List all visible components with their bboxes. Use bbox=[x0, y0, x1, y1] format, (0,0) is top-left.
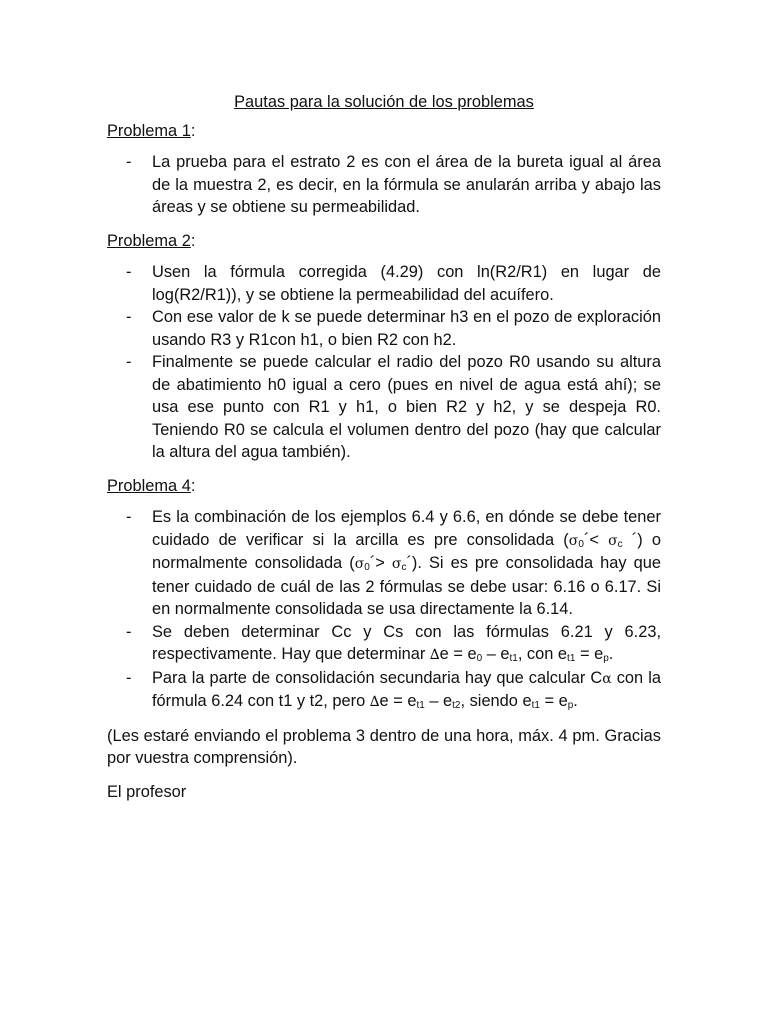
text-run: = e bbox=[539, 692, 568, 710]
bullet-dash: - bbox=[126, 263, 132, 281]
alpha-symbol: α bbox=[602, 670, 612, 687]
text-run: ´). Si es pre consolidada hay que tener cuidado de cuál de las 2 fórmulas se debe usar: 6.16 o 6.17. Si en normalmente consolidada se usa directamente la 6.14. bbox=[152, 554, 661, 618]
subscript: p bbox=[567, 700, 574, 711]
colon: : bbox=[190, 121, 196, 140]
signature: El profesor bbox=[107, 782, 187, 801]
subscript: t1 bbox=[509, 653, 518, 664]
list-item bbox=[107, 667, 661, 714]
problem-4-heading-text: Problema 4 bbox=[107, 476, 191, 495]
list-item-text: Usen la fórmula corregida (4.29) con ln(R2/R1) en lugar de log(R2/R1)), y se obtiene la permeabilidad del acuífero. bbox=[152, 263, 661, 304]
subscript: t1 bbox=[567, 653, 576, 664]
list-item-text: Finalmente se puede calcular el radio del pozo R0 usando su altura de abatimiento h0 igual a cero (pues en nivel de agua está ahí); se usa ese punto con R1 y h1, o bien R2 y h2, y se despeja R0. Teniendo R0 se calcula el volumen dentro del pozo (hay que calcular la altura del agua también). bbox=[152, 353, 661, 461]
list-item-text bbox=[152, 508, 661, 618]
text-run: Es la combinación de los ejemplos 6.4 y 6.6, en dónde se debe tener cuidado de verificar si la arcilla es pre consolidada ( bbox=[152, 508, 661, 549]
bullet-dash: - bbox=[126, 353, 132, 371]
text-run: – e bbox=[424, 692, 453, 710]
list-item bbox=[107, 151, 661, 219]
list-item bbox=[107, 351, 661, 464]
delta-symbol: ∆ bbox=[369, 694, 380, 710]
problem-4-heading bbox=[107, 475, 661, 498]
subscript: 0 bbox=[364, 562, 370, 573]
text-run: e = e bbox=[439, 645, 477, 663]
problem-2-heading-text: Problema 2 bbox=[107, 231, 191, 250]
problem-1-list bbox=[107, 151, 661, 219]
problem-2-list bbox=[107, 261, 661, 464]
text-run: ´< bbox=[583, 530, 609, 549]
list-item-text: Con ese valor de k se puede determinar h3 en el pozo de exploración usando R3 y R1con h1, o bien R2 con h2. bbox=[152, 308, 661, 349]
text-run: Se deben determinar Cc y Cs con las fórmulas 6.21 y 6.23, respectivamente. Hay que determinar bbox=[152, 622, 661, 663]
list-item-text bbox=[152, 623, 661, 664]
problem-1-heading-text: Problema 1 bbox=[107, 121, 191, 140]
subscript: 0 bbox=[578, 538, 584, 550]
subscript: p bbox=[603, 653, 609, 664]
text-run: e = e bbox=[379, 692, 417, 710]
list-item bbox=[107, 621, 661, 667]
text-run: , con e bbox=[517, 645, 568, 663]
bullet-dash: - bbox=[126, 622, 132, 641]
bullet-dash: - bbox=[126, 308, 132, 326]
sigma-symbol: σ bbox=[354, 556, 365, 572]
list-item bbox=[107, 506, 661, 621]
text-run: = e bbox=[575, 645, 604, 663]
subscript: t1 bbox=[416, 700, 425, 711]
text-run: ´> bbox=[369, 554, 392, 572]
text-run: – e bbox=[482, 645, 510, 663]
sigma-symbol: σ bbox=[608, 532, 618, 549]
text-run: . bbox=[573, 692, 578, 710]
bullet-dash: - bbox=[126, 153, 132, 171]
document-page bbox=[107, 91, 661, 814]
problem-4-list bbox=[107, 506, 661, 714]
problem-2-heading bbox=[107, 230, 661, 253]
text-run: ´) o normalmente consolidada ( bbox=[152, 530, 661, 572]
sigma-symbol: σ bbox=[391, 556, 402, 572]
colon: : bbox=[190, 231, 196, 250]
bullet-dash: - bbox=[126, 668, 132, 687]
subscript: t1 bbox=[531, 700, 540, 711]
list-item-text: La prueba para el estrato 2 es con el área de la bureta igual al área de la muestra 2, es decir, en la fórmula se anularán arriba y abajo las áreas y se obtiene su permeabilidad. bbox=[152, 153, 661, 216]
text-run: . bbox=[608, 645, 614, 663]
colon: : bbox=[190, 476, 196, 495]
list-item-text bbox=[152, 669, 661, 711]
text-run: , siendo e bbox=[460, 692, 532, 710]
text-run: Para la parte de consolidación secundaria hay que calcular C bbox=[152, 668, 603, 687]
document-title: Pautas para la solución de los problemas bbox=[234, 93, 534, 111]
subscript: c bbox=[401, 562, 407, 573]
list-item bbox=[107, 261, 661, 306]
subscript: t2 bbox=[452, 700, 461, 711]
problem-1-heading bbox=[107, 120, 661, 143]
closing-note: (Les estaré enviando el problema 3 dentro de una hora, máx. 4 pm. Gracias por vuestra comprensión). bbox=[107, 726, 661, 767]
bullet-dash: - bbox=[126, 508, 132, 526]
list-item bbox=[107, 306, 661, 351]
sigma-symbol: σ bbox=[568, 532, 579, 549]
subscript: c bbox=[617, 538, 623, 550]
delta-symbol: ∆ bbox=[429, 647, 440, 663]
subscript: 0 bbox=[476, 653, 483, 664]
text-run: con la fórmula 6.24 con t1 y t2, pero bbox=[152, 668, 661, 710]
